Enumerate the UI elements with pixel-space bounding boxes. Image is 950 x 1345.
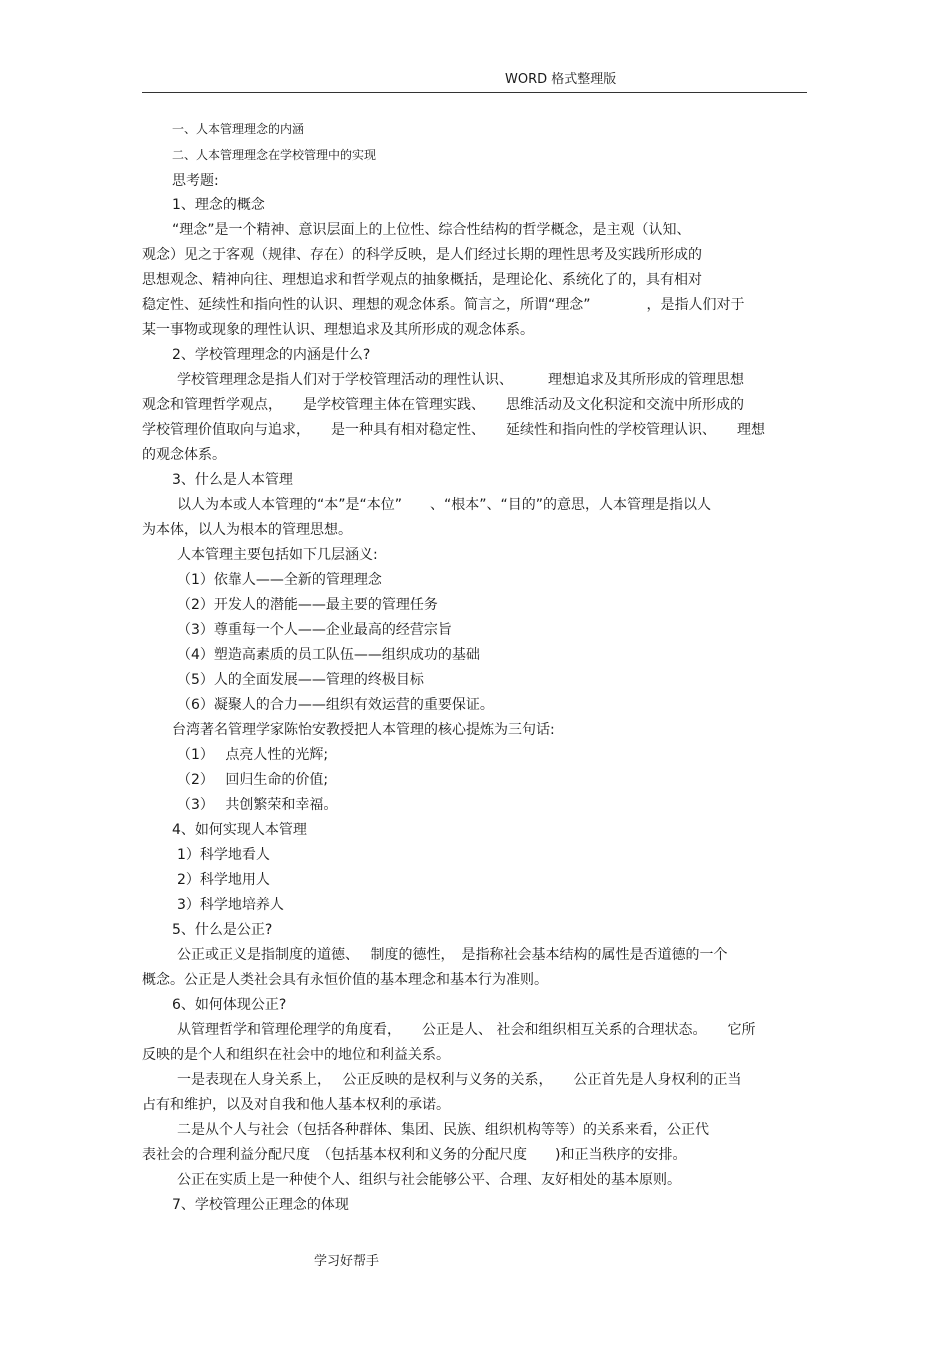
question-heading: 5、什么是公正?	[172, 922, 273, 938]
paragraph-line: 的观念体系。	[142, 447, 226, 463]
list-item: （2）开发人的潜能——最主要的管理任务	[177, 597, 438, 613]
question-heading: 6、如何体现公正?	[172, 997, 287, 1013]
list-item: （2） 回归生命的价值;	[177, 772, 329, 788]
paragraph-line: 公正或正义是指制度的道德、 制度的德性， 是指称社会基本结构的属性是否道德的一个	[177, 947, 728, 963]
list-item: 1）科学地看人	[177, 847, 270, 863]
paragraph-line: 二是从个人与社会（包括各种群体、集团、民族、组织机构等等）的关系来看，公正代	[177, 1122, 709, 1138]
question-heading: 7、学校管理公正理念的体现	[172, 1197, 349, 1213]
question-heading: 2、学校管理理念的内涵是什么?	[172, 347, 371, 363]
paragraph-line: 公正在实质上是一种使个人、组织与社会能够公平、合理、友好相处的基本原则。	[177, 1172, 681, 1188]
question-heading: 4、如何实现人本管理	[172, 822, 307, 838]
paragraph-line: 思想观念、精神向往、理想追求和哲学观点的抽象概括，是理论化、系统化了的，具有相对	[142, 272, 702, 288]
paragraph-line: 概念。公正是人类社会具有永恒价值的基本理念和基本行为准则。	[142, 972, 548, 988]
paragraph-line: 观念和管理哲学观点， 是学校管理主体在管理实践、 思维活动及文化积淀和交流中所形成的	[142, 397, 744, 413]
list-item: （3） 共创繁荣和幸福。	[177, 797, 338, 813]
list-item: 3）科学地培养人	[177, 897, 284, 913]
paragraph-line: 观念）见之于客观（规律、存在）的科学反映，是人们经过长期的理性思考及实践所形成的	[142, 247, 702, 263]
list-item: （4）塑造高素质的员工队伍——组织成功的基础	[177, 647, 480, 663]
paragraph-line: 为本体，以人为根本的管理思想。	[142, 522, 352, 538]
paragraph-line: 反映的是个人和组织在社会中的地位和利益关系。	[142, 1047, 450, 1063]
outline-line: 二、人本管理理念在学校管理中的实现	[172, 148, 377, 162]
paragraph-line: 学校管理价值取向与追求， 是一种具有相对稳定性、 延续性和指向性的学校管理认识、 理想	[142, 422, 765, 438]
paragraph-line: 稳定性、延续性和指向性的认识、理想的观念体系。简言之，所谓“理念” ，是指人们对于	[142, 297, 745, 313]
paragraph-line: 台湾著名管理学家陈怡安教授把人本管理的核心提炼为三句话:	[172, 722, 555, 738]
section-heading: 思考题:	[172, 173, 219, 189]
paragraph-line: 一是表现在人身关系上， 公正反映的是权利与义务的关系， 公正首先是人身权利的正当	[177, 1072, 742, 1088]
page-footer: 学习好帮手	[314, 1254, 380, 1269]
question-heading: 1、理念的概念	[172, 197, 265, 213]
paragraph-line: 人本管理主要包括如下几层涵义:	[177, 547, 378, 563]
paragraph-line: “理念”是一个精神、意识层面上的上位性、综合性结构的哲学概念，是主观（认知、	[172, 222, 691, 238]
list-item: （1）依靠人——全新的管理理念	[177, 572, 382, 588]
outline-line: 一、人本管理理念的内涵	[172, 122, 305, 136]
paragraph-line: 表社会的合理利益分配尺度 （包括基本权利和义务的分配尺度 )和正当秩序的安排。	[142, 1147, 687, 1163]
paragraph-line: 从管理哲学和管理伦理学的角度看， 公正是人、 社会和组织相互关系的合理状态。 它所	[177, 1022, 756, 1038]
list-item: （3）尊重每一个人——企业最高的经营宗旨	[177, 622, 452, 638]
list-item: （5）人的全面发展——管理的终极目标	[177, 672, 424, 688]
list-item: （1） 点亮人性的光辉;	[177, 747, 329, 763]
header-divider	[142, 92, 807, 93]
page-header: WORD 格式整理版	[505, 72, 617, 87]
paragraph-line: 学校管理理念是指人们对于学校管理活动的理性认识、 理想追求及其所形成的管理思想	[177, 372, 744, 388]
paragraph-line: 占有和维护，以及对自我和他人基本权利的承诺。	[142, 1097, 450, 1113]
list-item: 2）科学地用人	[177, 872, 270, 888]
paragraph-line: 某一事物或现象的理性认识、理想追求及其所形成的观念体系。	[142, 322, 534, 338]
question-heading: 3、什么是人本管理	[172, 472, 293, 488]
list-item: （6）凝聚人的合力——组织有效运营的重要保证。	[177, 697, 494, 713]
paragraph-line: 以人为本或人本管理的“本”是“本位” 、“根本”、“目的”的意思，人本管理是指以人	[177, 497, 712, 513]
